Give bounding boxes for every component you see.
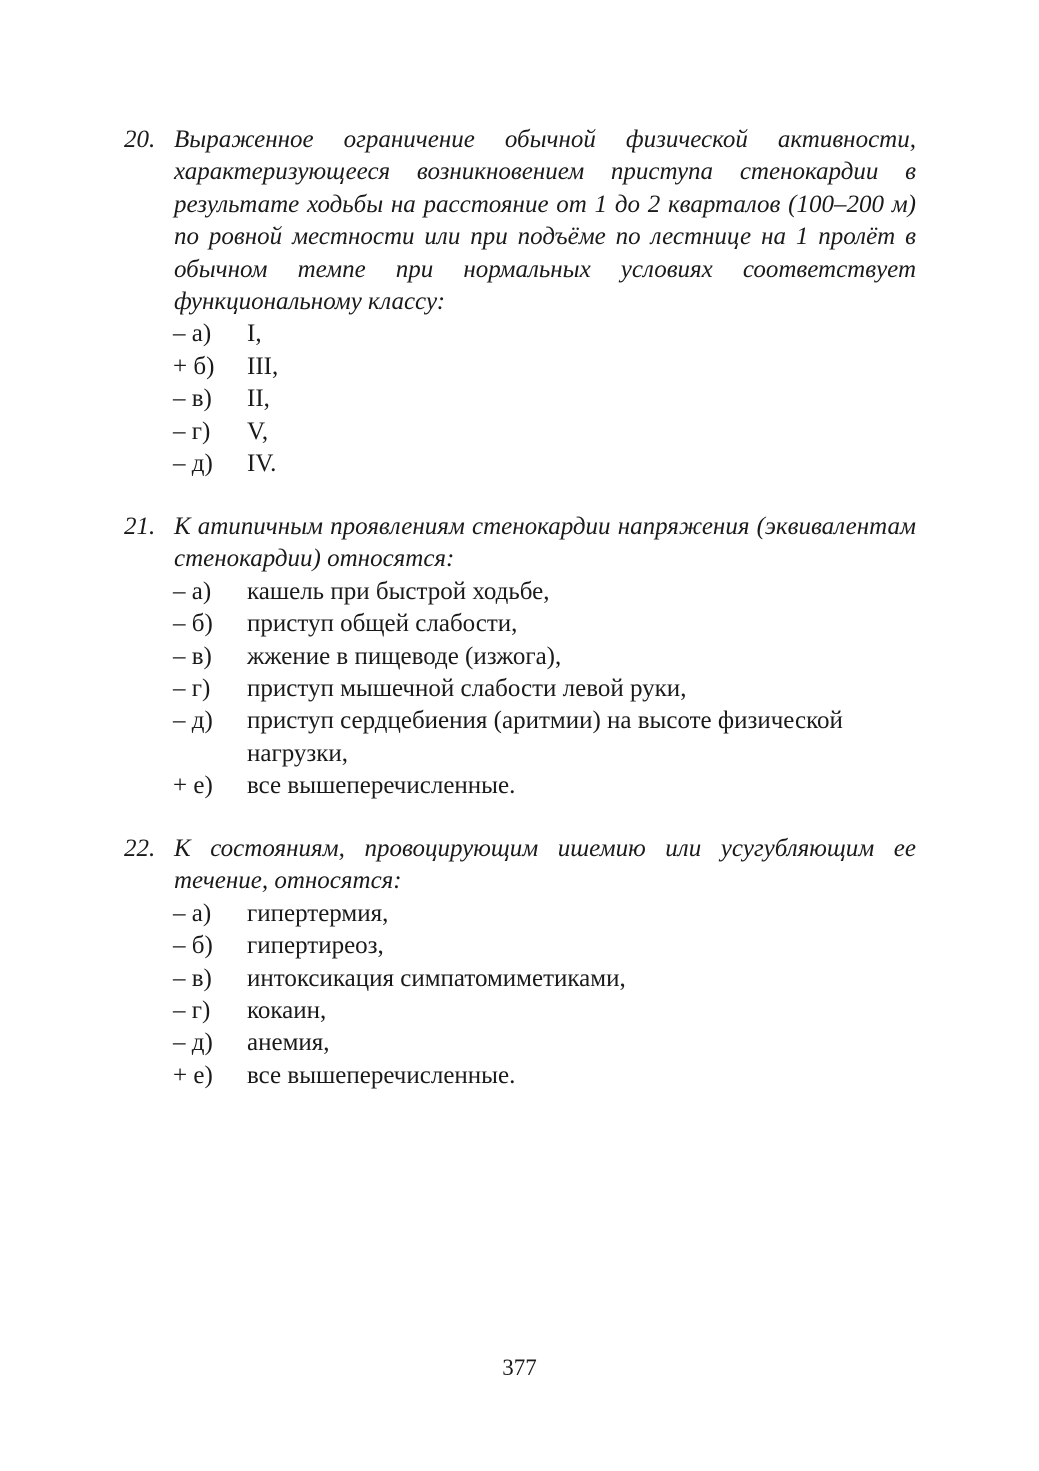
- answer-option: [124, 608, 916, 640]
- answer-option: [124, 383, 916, 415]
- answer-option: [124, 416, 916, 448]
- answer-option: [124, 963, 916, 995]
- question-22: [124, 833, 916, 1092]
- answer-marker: – б): [173, 932, 213, 960]
- answer-marker: – г): [173, 417, 211, 445]
- answer-option: [124, 641, 916, 673]
- answer-option: [124, 576, 916, 608]
- answer-text: анемия,: [247, 1029, 330, 1057]
- answer-marker: – а): [173, 899, 212, 927]
- answer-marker: – в): [173, 385, 212, 413]
- question-20: [124, 124, 916, 480]
- question-text: Выраженное ограничение обычной физической активности, характеризующееся возникновением приступа стенокардии в результате ходьбы на расстояние от 1 до 2 кварталов (100–200 м) по ровной местности или при подъёме по лестнице на 1 пролёт в обычном темпе при нормальных условиях соответствует функциональному классу:: [174, 126, 916, 316]
- answer-text: жжение в пищеводе (изжога),: [247, 642, 562, 670]
- answer-option: [124, 705, 916, 770]
- answer-option: [124, 318, 916, 350]
- answer-marker: – д): [173, 1029, 213, 1057]
- answer-text: V,: [247, 417, 269, 445]
- answer-marker: + е): [173, 772, 213, 800]
- question-text: К атипичным проявлениям стенокардии напряжения (эквивалентам стенокардии) относятся:: [174, 513, 916, 573]
- answer-text: гипертермия,: [247, 899, 389, 927]
- answer-text: приступ общей слабости,: [247, 610, 518, 638]
- answer-text: приступ сердцебиения (аритмии) на высоте физической нагрузки,: [247, 707, 843, 767]
- answer-marker: – г): [173, 997, 211, 1025]
- page-number: 377: [502, 1355, 537, 1380]
- question-stem: [124, 124, 916, 318]
- answer-marker: – г): [173, 675, 211, 703]
- answer-text: I,: [247, 320, 262, 348]
- question-stem: [124, 511, 916, 576]
- answer-option: [124, 770, 916, 802]
- question-number: 21.: [124, 513, 156, 540]
- answer-options: [124, 898, 916, 1092]
- answer-option: [124, 1027, 916, 1059]
- answer-option: [124, 995, 916, 1027]
- answer-text: II,: [247, 385, 270, 413]
- answer-marker: – д): [173, 707, 213, 735]
- answer-option: [124, 930, 916, 962]
- answer-marker: + е): [173, 1061, 213, 1089]
- answer-option: [124, 448, 916, 480]
- question-text: К состояниям, провоцирующим ишемию или усугубляющим ее течение, относятся:: [174, 835, 916, 895]
- answer-text: III,: [247, 352, 279, 380]
- answer-option: [124, 673, 916, 705]
- answer-marker: – д): [173, 450, 213, 478]
- answer-option: [124, 1060, 916, 1092]
- answer-option: [124, 351, 916, 383]
- answer-text: кашель при быстрой ходьбе,: [247, 577, 550, 605]
- answer-text: все вышеперечисленные.: [247, 772, 516, 800]
- question-21: [124, 511, 916, 803]
- answer-text: IV.: [247, 450, 277, 478]
- answer-marker: – в): [173, 964, 212, 992]
- answer-marker: – в): [173, 642, 212, 670]
- answer-text: приступ мышечной слабости левой руки,: [247, 675, 687, 703]
- answer-marker: – а): [173, 577, 212, 605]
- answer-option: [124, 898, 916, 930]
- question-number: 20.: [124, 126, 156, 153]
- answer-text: гипертиреоз,: [247, 932, 384, 960]
- answer-options: [124, 318, 916, 480]
- answer-text: интоксикация симпатомиметиками,: [247, 964, 626, 992]
- answer-marker: – б): [173, 610, 213, 638]
- answer-options: [124, 576, 916, 803]
- answer-marker: + б): [173, 352, 215, 380]
- question-stem: [124, 833, 916, 898]
- answer-marker: – а): [173, 320, 212, 348]
- answer-text: все вышеперечисленные.: [247, 1061, 516, 1089]
- answer-text: кокаин,: [247, 997, 327, 1025]
- question-number: 22.: [124, 835, 156, 862]
